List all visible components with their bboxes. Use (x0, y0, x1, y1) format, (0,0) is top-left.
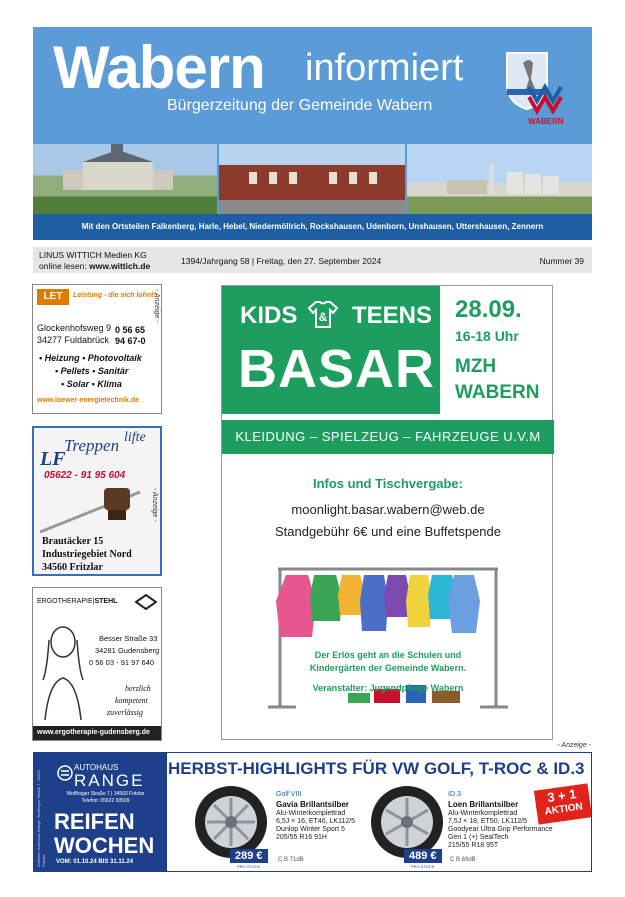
anzeige-label: - Anzeige - (557, 742, 591, 749)
basar-date: 28.09. (455, 296, 522, 323)
basar-fee: Standgebühr 6€ und eine Buffetspende (274, 524, 501, 539)
factory-photo (407, 144, 592, 214)
let-service2: • Pellets • Sanitär (55, 366, 129, 376)
product1-price: 289 € (230, 849, 268, 863)
product1-model: Golf VIII (276, 791, 302, 798)
basar-info-heading: Infos und Tischvergabe: (312, 476, 463, 491)
let-service3: • Solar • Klima (61, 379, 122, 389)
basar-teens: TEENS (352, 302, 433, 329)
tire-wheel-icon (370, 785, 444, 859)
online-label: online lesen: (39, 261, 87, 271)
product2-per-unit: PRO STÜCK (411, 864, 435, 869)
therapist-portrait-icon (39, 620, 87, 720)
aktion-quantity: 3 + 1 (546, 786, 578, 806)
tire-wheel-icon (194, 785, 268, 859)
product1-spec3: Dunlop Winter Sport 5 (276, 826, 345, 833)
range-left-panel (34, 753, 167, 872)
product1-eu-labels: C B 71dB (278, 857, 304, 863)
basar-time: 16-18 Uhr (455, 328, 519, 344)
online-url[interactable]: www.wittich.de (89, 261, 151, 271)
ad-loewer-energietechnik (32, 284, 162, 414)
let-anzeige-label: - Anzeige - (153, 289, 160, 323)
crest-label: WABERN (528, 117, 564, 126)
issue-number: Nummer 39 (539, 256, 584, 266)
basar-categories-band: KLEIDUNG – SPIELZEUG – FAHRZEUGE U.V.M (222, 420, 554, 454)
ergo-name: ERGOTHERAPIE|STEHL (37, 598, 118, 605)
basar-organizer: Veranstalter: Jugendpflege Wabern (312, 683, 464, 693)
product2-spec4: Gen 1 (+) SealTech (448, 834, 509, 841)
range-address: Wolfhager Straße 7 | 34560 Fritzlar (66, 791, 145, 797)
range-autohaus: AUTOHAUS (74, 763, 119, 772)
ergo-city: 34281 Gudensberg (95, 646, 160, 655)
ad-ergotherapie-stehl (32, 587, 162, 741)
issue-line: 1394/Jahrgang 58 | Freitag, den 27. September 2024 (181, 256, 382, 266)
station-photo (219, 144, 405, 214)
ergo-word-1: herzlich (125, 684, 151, 693)
basar-venue-2: WABERN (455, 382, 540, 403)
basar-amp: & (318, 310, 328, 324)
treppen-lf: LF (40, 448, 66, 470)
aktion-badge (534, 783, 592, 824)
product1-per-unit: PRO STÜCK (237, 864, 261, 869)
castle-photo (33, 144, 217, 214)
basar-kids: KIDS (240, 302, 298, 329)
publisher: LINUS WITTICH Medien KG (39, 250, 147, 260)
issue-info-bar (33, 247, 592, 273)
product2-eu-labels: C B 69dB (450, 857, 476, 863)
product1-spec1: Alu-Winterkomplettrad (276, 810, 346, 817)
product1-name: Gavia Brillantsilber (276, 800, 349, 809)
ergo-logo-icon (135, 594, 157, 610)
let-logo: LET (37, 289, 69, 305)
ad-lf-treppenlifte (32, 426, 162, 576)
basar-email[interactable]: moonlight.basar.wabern@web.de (291, 502, 485, 517)
product1-spec4: 205/55 R16 91H (276, 834, 327, 841)
treppen-area: Industriegebiet Nord (42, 549, 132, 560)
ergo-street: Besser Straße 33 (99, 634, 158, 643)
product2-name: Loen Brillantsilber (448, 800, 519, 809)
product2-spec5: 215/55 R18 95T (448, 842, 499, 849)
product2-model: ID.3 (448, 791, 461, 798)
product2-price: 489 € (404, 849, 442, 863)
tshirt-icon (308, 299, 338, 329)
town-districts-bar: Mit den Ortsteilen Falkenberg, Harle, Hebel, Niedermöllrich, Rockshausen, Udenborn, Unshausen, Uttershausen, Zennern (33, 214, 592, 240)
treppen-city: 34560 Fritzlar (42, 562, 103, 573)
let-city: 34277 Fuldabrück (37, 335, 110, 345)
basar-proceeds-line2: Kindergärten der Gemeinde Wabern. (309, 663, 467, 673)
let-phone1: 0 56 65 (115, 325, 146, 335)
basar-header-block (222, 286, 440, 414)
ergo-name-b: STEHL (94, 598, 118, 605)
ad-autohaus-range (33, 752, 592, 872)
ergo-word-2: kompetent (115, 696, 148, 705)
ergo-name-a: ERGOTHERAPIE (37, 598, 93, 605)
newspaper-title: Wabern (53, 34, 265, 101)
range-name: RANGE (74, 771, 145, 790)
range-reifen: REIFEN (54, 809, 135, 834)
let-phone2: 94 67-0 (115, 336, 146, 346)
lifte-word: lifte (124, 430, 146, 445)
ad-kids-teens-basar (221, 285, 553, 740)
let-slogan: Leistung - die sich lohnt! (73, 292, 156, 299)
range-headline: HERBST-HIGHLIGHTS FÜR VW GOLF, T-ROC & ID.3 (168, 759, 585, 778)
product2-spec1: Alu-Winterkomplettrad (448, 810, 518, 817)
range-small-print: Anbieter: Autohaus Range, Wolfhager Straße 7, 34560 Fritzlar (36, 770, 46, 867)
treppen-word: Treppen (64, 436, 120, 455)
ergo-phone: 0 56 03 - 91 97 640 (89, 658, 155, 667)
tagline: Bürgerzeitung der Gemeinde Wabern (167, 97, 433, 114)
treppen-phone: 05622 - 91 95 604 (44, 470, 126, 481)
range-logo-icon (57, 765, 73, 781)
aktion-word: AKTION (544, 801, 584, 818)
stairlift-icon (40, 484, 152, 534)
basar-venue-1: MZH (455, 356, 497, 377)
basar-title: BASAR (238, 339, 436, 399)
wabern-logo-icon (527, 81, 567, 117)
range-period: VOM: 01.10.24 BIS 31.11.24 (56, 859, 134, 865)
let-street: Glockenhofsweg 9 (37, 323, 112, 333)
product2-spec2: 7,5J × 18, ET50, LK112/5 (448, 818, 528, 825)
ergo-word-3: zuverlässig (107, 708, 143, 717)
newspaper-subtitle: informiert (305, 47, 464, 89)
treppen-street: Brautäcker 15 (42, 536, 104, 547)
product2-spec3: Goodyear Ultra Grip Performance (448, 826, 553, 833)
range-wochen: WOCHEN (54, 833, 155, 858)
let-web[interactable]: www.loewer-energietechnik.de (37, 397, 140, 404)
masthead (33, 27, 592, 240)
basar-proceeds-line1: Der Erlös geht an die Schulen und (314, 650, 462, 660)
let-service1: • Heizung • Photovoltaik (39, 353, 142, 363)
ergo-web[interactable]: www.ergotherapie-gudensberg.de (37, 729, 150, 736)
treppen-anzeige-label: - Anzeige - (151, 488, 158, 522)
product1-spec2: 6,5J × 16, ET46, LK112/5 (276, 818, 356, 825)
range-telephone: Telefon: 05622 99599 (81, 798, 130, 804)
online-read (39, 261, 150, 271)
